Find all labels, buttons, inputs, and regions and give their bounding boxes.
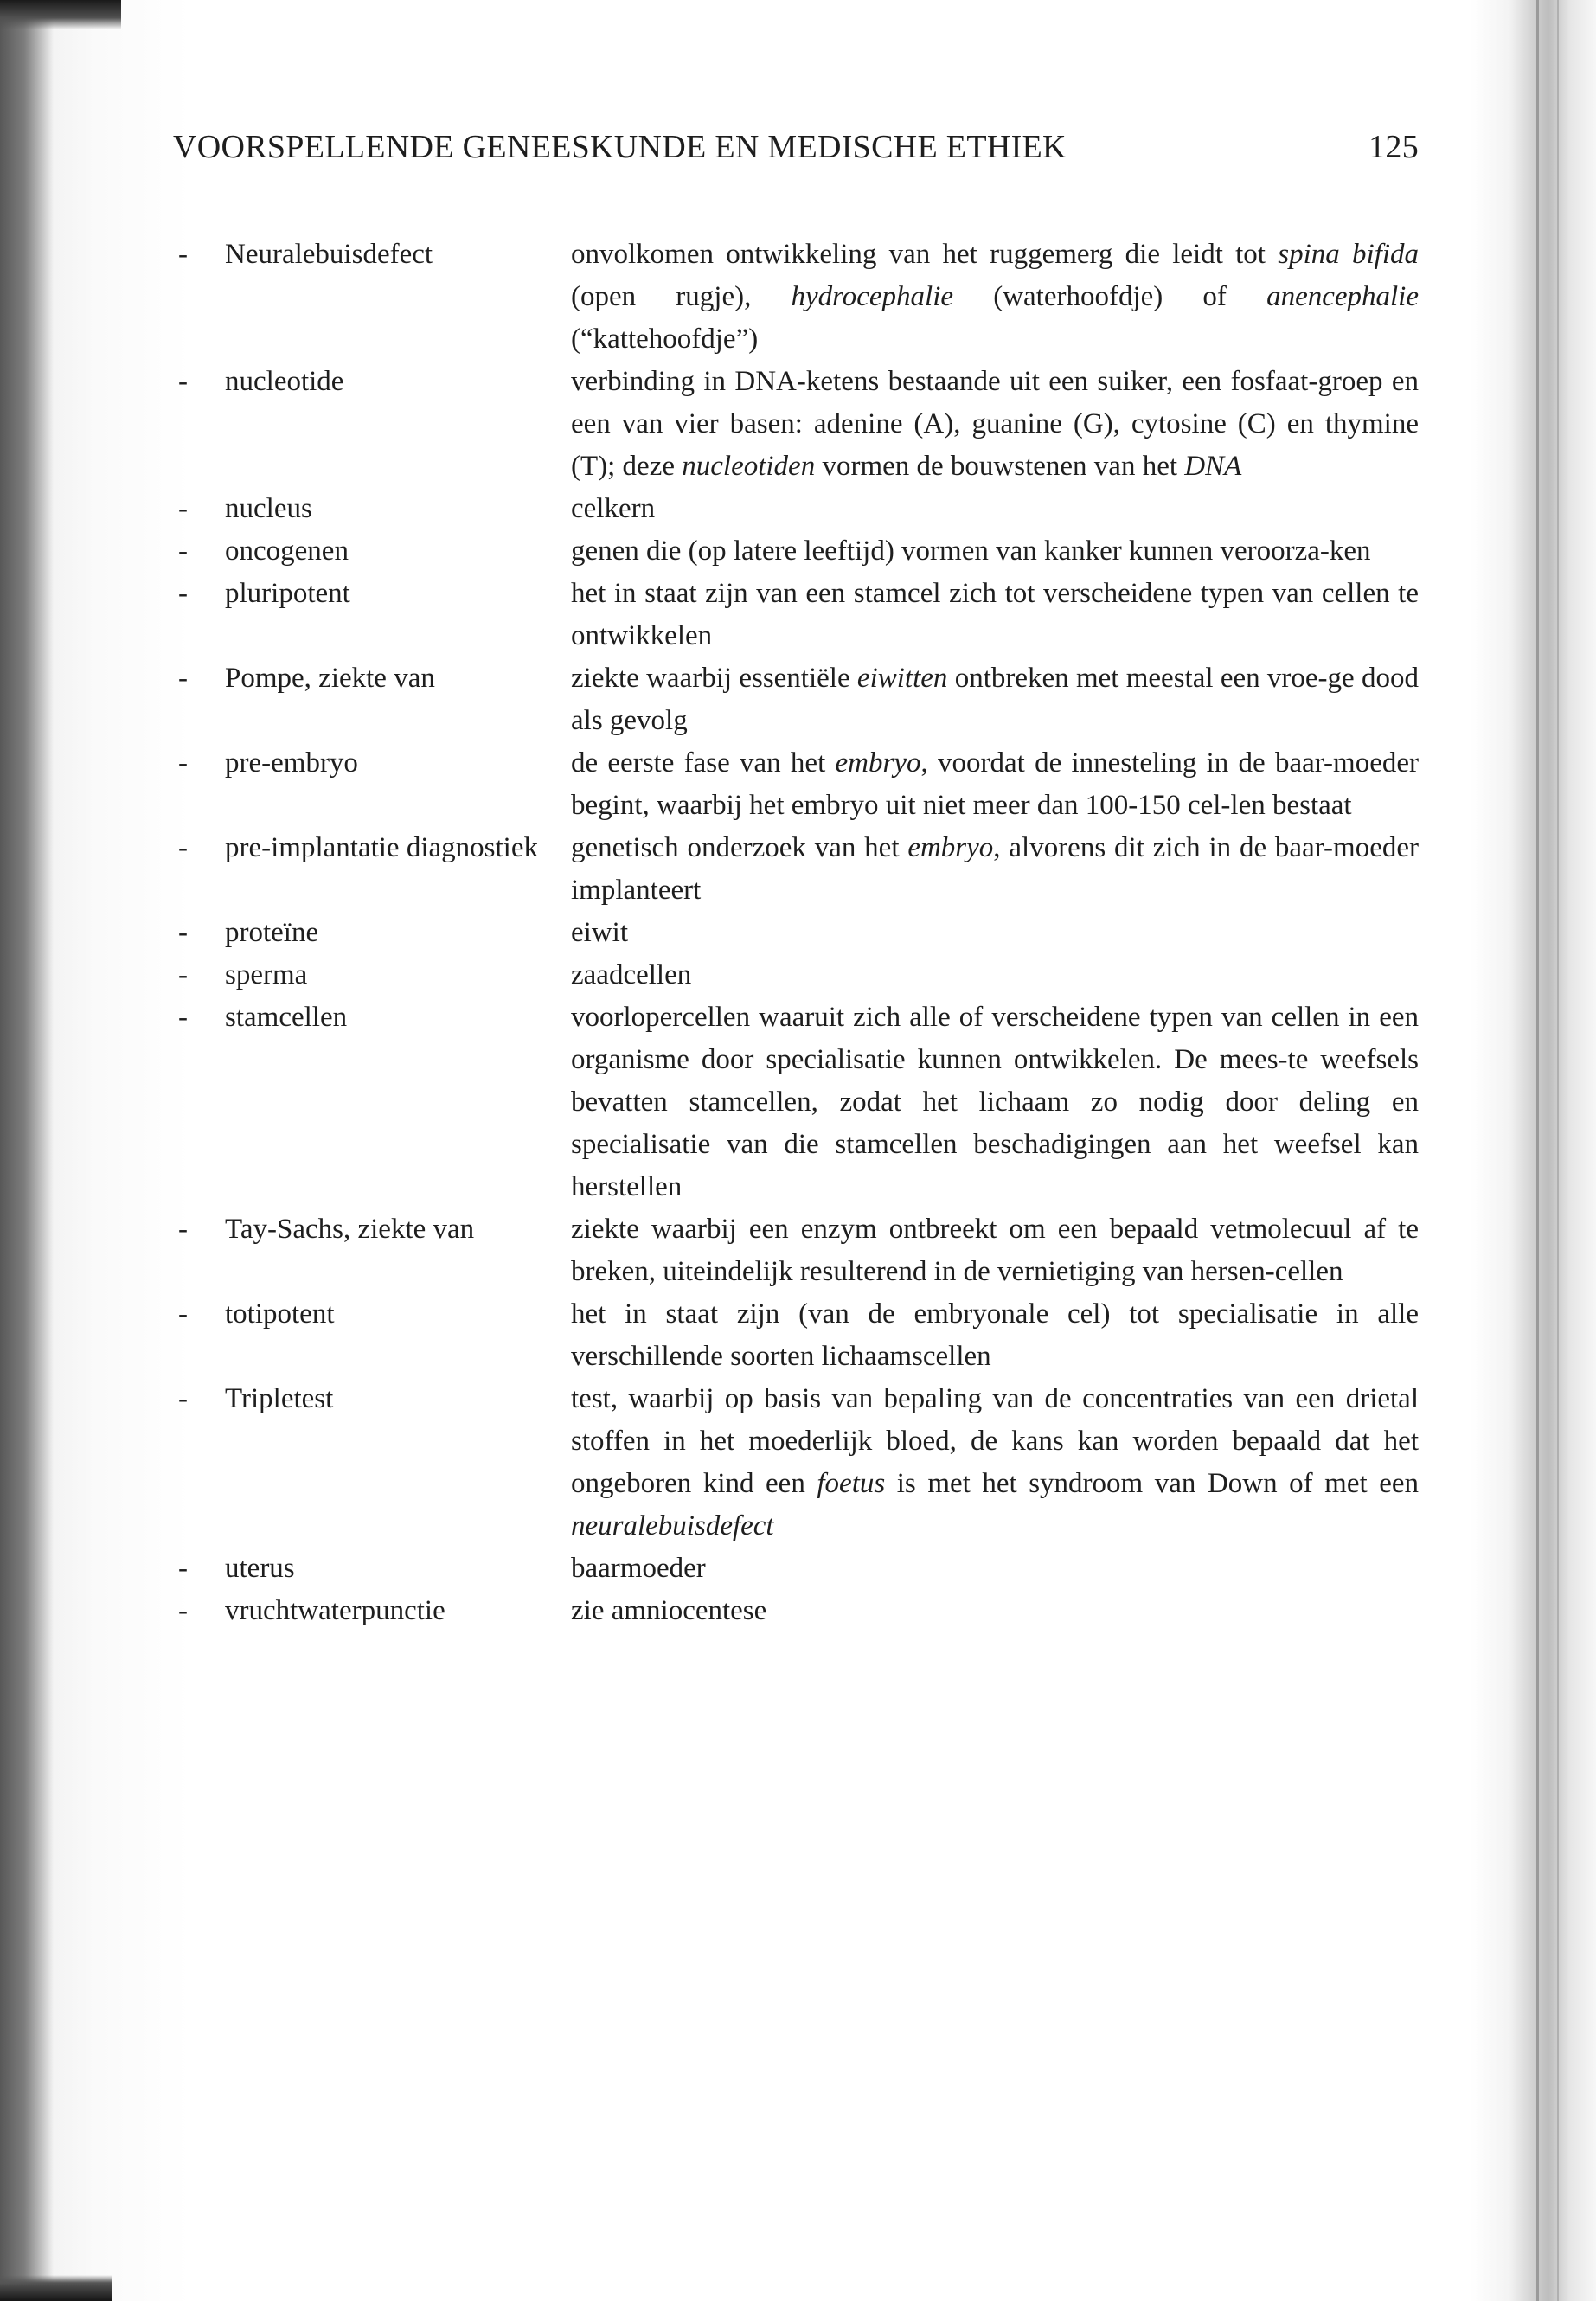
glossary-term xyxy=(173,488,571,530)
glossary-definition xyxy=(571,827,1419,912)
glossary-entry xyxy=(173,1548,1419,1590)
glossary-term xyxy=(173,657,571,742)
definition-italic-term: neuralebuisdefect xyxy=(571,1510,774,1541)
definition-text: (“kattehoofdje”) xyxy=(571,324,759,355)
definition-text: genetisch onderzoek van het xyxy=(571,832,908,863)
glossary-term-text: Neuralebuisdefect xyxy=(225,239,433,270)
glossary-term-text: sperma xyxy=(225,959,308,990)
glossary-term xyxy=(173,912,571,954)
glossary-entry xyxy=(173,1590,1419,1632)
glossary-term-text: totipotent xyxy=(225,1298,335,1330)
bullet-dash: - xyxy=(178,493,188,524)
bullet-dash: - xyxy=(178,1298,188,1330)
binding-edge-line-2 xyxy=(1557,0,1559,2301)
definition-text: baarmoeder xyxy=(571,1553,706,1584)
glossary-entry xyxy=(173,912,1419,954)
glossary-definition xyxy=(571,234,1419,361)
definition-text: ziekte waarbij een enzym ontbreekt om een bepaald vetmolecuul af te breken, uiteindelijk resulterend in de vernietiging van hersen-cellen xyxy=(571,1214,1419,1287)
glossary-definition xyxy=(571,1548,1419,1590)
bullet-dash: - xyxy=(178,959,188,990)
definition-text: is met het syndroom van Down of met een xyxy=(885,1468,1420,1499)
glossary-definition xyxy=(571,1293,1419,1378)
glossary-term-text: Pompe, ziekte van xyxy=(225,663,435,694)
glossary-entry xyxy=(173,488,1419,530)
glossary-term-text: nucleotide xyxy=(225,366,344,397)
glossary-term xyxy=(173,530,571,573)
definition-italic-term: embryo xyxy=(835,747,921,779)
glossary-term-text: pre-implantatie diagnostiek xyxy=(225,832,538,863)
glossary-entry xyxy=(173,530,1419,573)
scan-shadow-left xyxy=(0,0,54,2301)
glossary-entry xyxy=(173,234,1419,361)
glossary-definition xyxy=(571,1208,1419,1293)
glossary-list xyxy=(173,234,1419,1632)
glossary-definition xyxy=(571,361,1419,488)
glossary-definition xyxy=(571,742,1419,827)
glossary-term-text: oncogenen xyxy=(225,535,349,567)
definition-text: de eerste fase van het xyxy=(571,747,836,779)
glossary-definition xyxy=(571,488,1419,530)
definition-text: voorlopercellen waaruit zich alle of verscheidene typen van cellen in een organisme door specialisatie kunnen ontwikkelen. De mees-te weefsels bevatten stamcellen, zodat het lichaam zo nodig door deling en specialisatie van die stamcellen beschadigingen aan het weefsel kan herstellen xyxy=(571,1002,1419,1202)
definition-italic-term: anencephalie xyxy=(1266,281,1419,312)
definition-text: ontbreken met meestal een vroe-ge dood als gevolg xyxy=(571,663,1419,736)
definition-text: ziekte waarbij essentiële xyxy=(571,663,857,694)
bullet-dash: - xyxy=(178,366,188,397)
glossary-term xyxy=(173,997,571,1208)
bullet-dash: - xyxy=(178,535,188,567)
bullet-dash: - xyxy=(178,1553,188,1584)
bullet-dash: - xyxy=(178,1595,188,1626)
definition-italic-term: eiwitten xyxy=(856,663,948,694)
bullet-dash: - xyxy=(178,917,188,948)
glossary-entry xyxy=(173,1208,1419,1293)
bullet-dash: - xyxy=(178,663,188,694)
definition-italic-term: spina bifida xyxy=(1278,239,1419,270)
glossary-term-text: Tripletest xyxy=(225,1383,334,1414)
definition-text: onvolkomen ontwikkeling van het ruggemerg die leidt tot xyxy=(571,239,1279,270)
glossary-definition xyxy=(571,912,1419,954)
bullet-dash: - xyxy=(178,832,188,863)
glossary-term xyxy=(173,1590,571,1632)
glossary-term-text: uterus xyxy=(225,1553,295,1584)
glossary-term-text: pre-embryo xyxy=(225,747,358,779)
glossary-entry xyxy=(173,954,1419,997)
glossary-definition xyxy=(571,954,1419,997)
definition-text: (open rugje), xyxy=(571,281,792,312)
bullet-dash: - xyxy=(178,1214,188,1245)
glossary-term xyxy=(173,827,571,912)
glossary-entry xyxy=(173,1293,1419,1378)
glossary-definition xyxy=(571,997,1419,1208)
bullet-dash: - xyxy=(178,578,188,609)
glossary-term-text: stamcellen xyxy=(225,1002,348,1033)
definition-text: het in staat zijn van een stamcel zich tot verscheidene typen van cellen te ontwikkelen xyxy=(571,578,1419,651)
glossary-definition xyxy=(571,573,1419,657)
glossary-term xyxy=(173,954,571,997)
glossary-entry xyxy=(173,1378,1419,1548)
glossary-entry xyxy=(173,361,1419,488)
glossary-term-text: nucleus xyxy=(225,493,312,524)
definition-text: eiwit xyxy=(571,917,628,948)
definition-italic-term: hydrocephalie xyxy=(791,281,954,312)
glossary-entry xyxy=(173,657,1419,742)
glossary-term-text: pluripotent xyxy=(225,578,350,609)
glossary-definition xyxy=(571,1378,1419,1548)
running-header-title: VOORSPELLENDE GENEESKUNDE EN MEDISCHE ETHIEK xyxy=(173,129,1067,165)
glossary-entry xyxy=(173,742,1419,827)
glossary-entry xyxy=(173,573,1419,657)
scan-shadow-top xyxy=(0,0,121,29)
glossary-term xyxy=(173,1208,571,1293)
glossary-term xyxy=(173,1548,571,1590)
glossary-definition xyxy=(571,657,1419,742)
definition-text: genen die (op latere leeftijd) vormen van kanker kunnen veroorza-ken xyxy=(571,535,1371,567)
glossary-term xyxy=(173,742,571,827)
definition-italic-term: nucleotiden xyxy=(682,451,816,482)
glossary-entry xyxy=(173,997,1419,1208)
definition-italic-term: embryo xyxy=(907,832,994,863)
glossary-term xyxy=(173,1293,571,1378)
definition-text: zaadcellen xyxy=(571,959,692,990)
bullet-dash: - xyxy=(178,1002,188,1033)
definition-text: , voordat de innesteling in de baar-moeder begint, waarbij het embryo uit niet meer dan 100-150 cel-len bestaat xyxy=(571,747,1420,821)
glossary-term xyxy=(173,234,571,361)
page-number: 125 xyxy=(1368,129,1419,165)
definition-text: , alvorens dit zich in de baar-moeder implanteert xyxy=(571,832,1419,906)
definition-text: (waterhoofdje) of xyxy=(953,281,1267,312)
definition-italic-term: foetus xyxy=(817,1468,886,1499)
definition-text: het in staat zijn (van de embryonale cel) tot specialisatie in alle verschillende soorten lichaamscellen xyxy=(571,1298,1419,1372)
glossary-term-text: vruchtwaterpunctie xyxy=(225,1595,445,1626)
definition-text: test, waarbij op basis van bepaling van de concentraties van een drietal stoffen in het moederlijk bloed, de kans kan worden bepaald dat het ongeboren kind een xyxy=(571,1383,1419,1499)
running-header xyxy=(173,128,1419,180)
definition-italic-term: DNA xyxy=(1184,451,1242,482)
definition-text: verbinding in DNA-ketens bestaande uit een suiker, een fosfaat-groep en een van vier basen: adenine (A), guanine (G), cytosine (C) en thymine (T); deze xyxy=(571,366,1419,482)
glossary-term-text: proteïne xyxy=(225,917,319,948)
glossary-term xyxy=(173,1378,571,1548)
definition-text: vormen de bouwstenen van het xyxy=(815,451,1185,482)
glossary-term xyxy=(173,361,571,488)
binding-edge-line xyxy=(1536,0,1539,2301)
glossary-term-text: Tay-Sachs, ziekte van xyxy=(225,1214,475,1245)
glossary-entry xyxy=(173,827,1419,912)
bullet-dash: - xyxy=(178,239,188,270)
definition-text: celkern xyxy=(571,493,656,524)
definition-text: zie amniocentese xyxy=(571,1595,767,1626)
glossary-definition xyxy=(571,530,1419,573)
glossary-term xyxy=(173,573,571,657)
bullet-dash: - xyxy=(178,1383,188,1414)
glossary-definition xyxy=(571,1590,1419,1632)
bullet-dash: - xyxy=(178,747,188,779)
scan-shadow-bottom xyxy=(0,2275,112,2301)
